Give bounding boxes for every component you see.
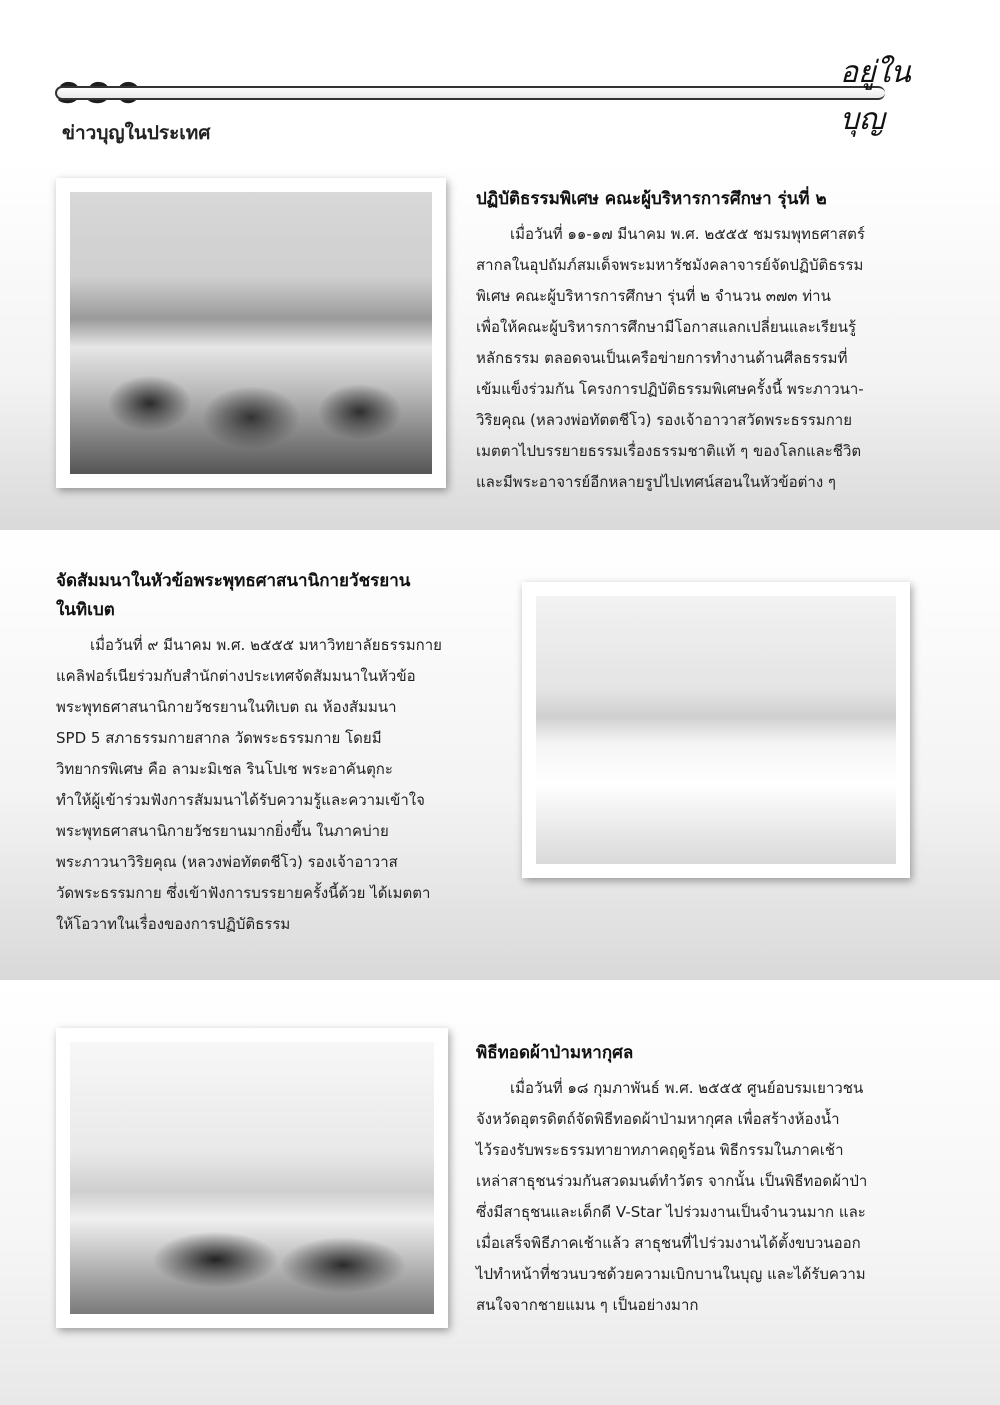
article-line: พระภาวนาวิริยคุณ (หลวงพ่อทัตตชีโว) รองเจ้าอาวาส — [56, 853, 398, 871]
article-line: สนใจจากชายแมน ๆ เป็นอย่างมาก — [476, 1296, 699, 1314]
article-line: และมีพระอาจารย์อีกหลายรูปไปเทศน์สอนในหัวข้อต่าง ๆ — [476, 473, 836, 491]
article-3-body — [476, 1073, 956, 1321]
article-line: วัดพระธรรมกาย ซึ่งเข้าฟังการบรรยายครั้งนี้ด้วย ได้เมตตา — [56, 884, 431, 902]
article-line: ทำให้ผู้เข้าร่วมฟังการสัมมนาได้รับความรู้และความเข้าใจ — [56, 791, 425, 809]
article-line: เมื่อวันที่ ๑๘ กุมภาพันธ์ พ.ศ. ๒๕๕๕ ศูนย์อบรมเยาวชน — [510, 1079, 864, 1097]
article-2 — [56, 568, 496, 940]
article-line: พระพุทธศาสนานิกายวัชรยานในทิเบต ณ ห้องสัมมนา — [56, 698, 397, 716]
article-line: ให้โอวาทในเรื่องของการปฏิบัติธรรม — [56, 915, 291, 933]
article-line: วิริยคุณ (หลวงพ่อทัตตชีโว) รองเจ้าอาวาสวัดพระธรรมกาย — [476, 411, 852, 429]
article-line: ไปทำหน้าที่ชวนบวชด้วยความเบิกบานในบุญ และได้รับความ — [476, 1265, 866, 1283]
article-1 — [476, 186, 956, 498]
article-line: เข้มแข็งร่วมกัน โครงการปฏิบัติธรรมพิเศษครั้งนี้ พระภาวนา- — [476, 380, 864, 398]
article-line: เมื่อวันที่ ๙ มีนาคม พ.ศ. ๒๕๕๕ มหาวิทยาลัยธรรมกาย — [90, 636, 442, 654]
article-3 — [476, 1040, 956, 1321]
article-line: เมื่อวันที่ ๑๑-๑๗ มีนาคม พ.ศ. ๒๕๕๕ ชมรมพุทธศาสตร์ — [510, 225, 865, 243]
article-line: จังหวัดอุตรดิตถ์จัดพิธีทอดผ้าป่ามหากุศล เพื่อสร้างห้องน้ำ — [476, 1110, 840, 1128]
article-2-title-line-2: ในทิเบต — [56, 600, 115, 620]
article-line: สากลในอุปถัมภ์สมเด็จพระมหารัชมังคลาจารย์จัดปฏิบัติธรรม — [476, 256, 864, 274]
article-line: หลักธรรม ตลอดจนเป็นเครือข่ายการทำงานด้านศีลธรรมที่ — [476, 349, 848, 367]
article-1-body — [476, 219, 956, 498]
article-2-title-line-1: จัดสัมมนาในหัวข้อพระพุทธศาสนานิกายวัชรยาน — [56, 571, 411, 591]
article-line: ซึ่งมีสาธุชนและเด็กดี V-Star ไปร่วมงานเป็นจำนวนมาก และ — [476, 1203, 866, 1221]
page-header — [0, 0, 1000, 160]
magazine-logo: อยู่ในบุญ — [840, 55, 911, 137]
article-line: วิทยากรพิเศษ คือ ลามะมิเชล รินโปเช พระอาคันตุกะ — [56, 760, 393, 778]
article-2-photo-frame — [522, 582, 910, 878]
article-line: เมื่อเสร็จพิธีภาคเช้าแล้ว สาธุชนที่ไปร่วมงานได้ตั้งขบวนออก — [476, 1234, 861, 1252]
article-2-body — [56, 630, 496, 940]
article-1-photo-frame — [56, 178, 446, 488]
article-line: SPD 5 สภาธรรมกายสากล วัดพระธรรมกาย โดยมี — [56, 729, 382, 747]
article-3-title: พิธีทอดผ้าป่ามหากุศล — [476, 1043, 634, 1063]
section-label: ข่าวบุญในประเทศ — [62, 122, 211, 144]
article-line: เหล่าสาธุชนร่วมกันสวดมนต์ทำวัตร จากนั้น เป็นพิธีทอดผ้าป่า — [476, 1172, 868, 1190]
article-line: ไว้รองรับพระธรรมทายาทภาคฤดูร้อน พิธีกรรมในภาคเช้า — [476, 1141, 844, 1159]
article-line: เมตตาไปบรรยายธรรมเรื่องธรรมชาติแท้ ๆ ของโลกและชีวิต — [476, 442, 862, 460]
article-1-title: ปฏิบัติธรรมพิเศษ คณะผู้บริหารการศึกษา รุ่นที่ ๒ — [476, 189, 827, 209]
article-line: เพื่อให้คณะผู้บริหารการศึกษามีโอกาสแลกเปลี่ยนและเรียนรู้ — [476, 318, 857, 336]
article-line: พิเศษ คณะผู้บริหารการศึกษา รุ่นที่ ๒ จำนวน ๓๗๓ ท่าน — [476, 287, 831, 305]
article-2-photo — [536, 596, 896, 864]
header-rule — [55, 86, 885, 100]
article-line: พระพุทธศาสนานิกายวัชรยานมากยิ่งขึ้น ในภาคบ่าย — [56, 822, 389, 840]
article-3-photo — [70, 1042, 434, 1314]
article-1-photo — [70, 192, 432, 474]
article-line: แคลิฟอร์เนียร่วมกับสำนักต่างประเทศจัดสัมมนาในหัวข้อ — [56, 667, 416, 685]
article-3-photo-frame — [56, 1028, 448, 1328]
